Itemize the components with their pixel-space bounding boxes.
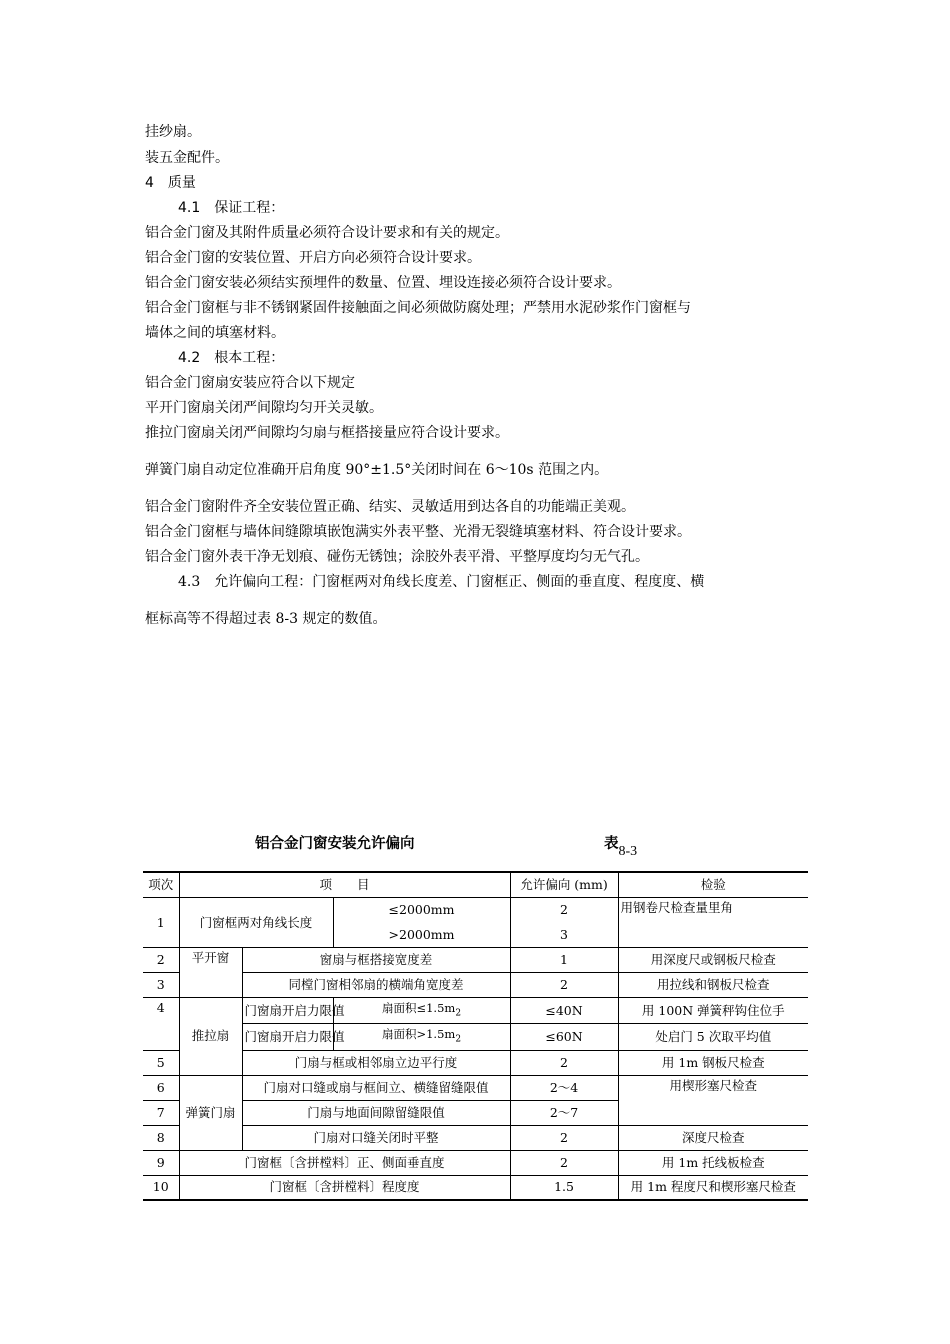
table-label-text: 表 (604, 836, 619, 852)
table-row (143, 1175, 808, 1200)
cell-sub: >2000mm (333, 923, 510, 948)
text-line: 铝合金门窗框与非不锈钢紧固件接触面之间必须做防腐处理；严禁用水泥砂浆作门窗框与 (145, 300, 691, 316)
cell-check: 深度尺检查 (618, 1125, 808, 1150)
table-caption: 铝合金门窗安装允许偏向 (255, 836, 415, 852)
subsection-heading: 4.2 根本工程： (178, 350, 285, 366)
cell-deviation: 2 (510, 1150, 618, 1175)
cell-item: 门窗框两对角线长度 (179, 898, 333, 948)
table-row (143, 1024, 808, 1050)
cell-no: 4 (143, 998, 179, 1051)
cell-check: 用拉线和钢板尺检查 (618, 973, 808, 998)
header-deviation: 允许偏向 (mm) (510, 872, 618, 898)
text-line: 弹簧门扇自动定位准确开启角度 90°±1.5°关闭时间在 6～10s 范围之内。 (145, 462, 609, 478)
cell-deviation: ≤40N (510, 998, 618, 1024)
cell-no: 5 (143, 1050, 179, 1075)
cell-item: 门扇对口缝关闭时平整 (242, 1125, 510, 1150)
cell-item: 门窗扇开启力限值 (242, 1024, 333, 1050)
cell-condition (333, 998, 510, 1024)
cell-deviation: 2 (510, 973, 618, 998)
table-header-row (143, 872, 808, 898)
cell-check: 用钢卷尺检查量里角 (618, 898, 808, 948)
text-line: 4.3 允许偏向工程：门窗框两对角线长度差、门窗框正、侧面的垂直度、程度度、横 (178, 574, 705, 590)
text-line: 铝合金门窗及其附件质量必须符合设计要求和有关的规定。 (145, 225, 509, 241)
subscript: 2 (455, 1034, 462, 1045)
text-line: 铝合金门窗安装必须结实预埋件的数量、位置、埋设连接必须符合设计要求。 (145, 275, 621, 291)
table-row (143, 1125, 808, 1150)
cell-no: 7 (143, 1100, 179, 1125)
subsection-heading: 4.1 保证工程： (178, 200, 285, 216)
deviation-table (143, 871, 808, 1201)
cell-deviation: 2 (510, 1125, 618, 1150)
cell-item: 同樘门窗相邻扇的横端角宽度差 (242, 973, 510, 998)
cell-no: 8 (143, 1125, 179, 1150)
cell-condition (333, 1024, 510, 1050)
text-line: 挂纱扇。 (145, 124, 201, 140)
cell-check: 用 100N 弹簧秤钩住位手 (618, 998, 808, 1024)
cell-item: 门窗扇开启力限值 (242, 998, 333, 1024)
condition-text: 扇面积>1.5m (381, 1027, 456, 1042)
text-line: 框标高等不得超过表 8-3 规定的数值。 (145, 611, 387, 627)
cell-deviation: 2～7 (510, 1100, 618, 1125)
text-line: 装五金配件。 (145, 150, 229, 166)
cell-group: 推拉扇 (179, 998, 242, 1076)
cell-no: 10 (143, 1175, 179, 1200)
cell-sub: ≤2000mm (333, 898, 510, 923)
cell-deviation: 2～4 (510, 1075, 618, 1100)
header-no: 项次 (143, 872, 179, 898)
cell-deviation: 2 (510, 898, 618, 923)
table-row (143, 998, 808, 1024)
subscript: 2 (455, 1008, 462, 1019)
table-row (143, 1075, 808, 1100)
cell-item: 门窗框〔含拼樘料〕正、侧面垂直度 (179, 1150, 510, 1175)
header-item: 项 目 (179, 872, 510, 898)
text-line: 平开门窗扇关闭严间隙均匀开关灵敏。 (145, 400, 383, 416)
cell-group: 平开窗 (179, 948, 242, 998)
cell-deviation: ≤60N (510, 1024, 618, 1050)
cell-item: 门扇与地面间隙留缝限值 (242, 1100, 510, 1125)
text-line: 墙体之间的填塞材料。 (145, 325, 285, 341)
text-line: 铝合金门窗的安装位置、开启方向必须符合设计要求。 (145, 250, 481, 266)
header-check: 检验 (618, 872, 808, 898)
cell-check: 用深度尺或钢板尺检查 (618, 948, 808, 973)
cell-item: 门扇与框或相邻扇立边平行度 (242, 1050, 510, 1075)
cell-no: 1 (143, 898, 179, 948)
cell-no: 6 (143, 1075, 179, 1100)
cell-deviation: 1.5 (510, 1175, 618, 1200)
cell-check: 用 1m 托线板检查 (618, 1150, 808, 1175)
cell-no: 3 (143, 973, 179, 998)
table-number: 8-3 (618, 844, 638, 859)
table-row (143, 948, 808, 973)
text-line: 铝合金门窗外表干净无划痕、碰伤无锈蚀；涂胶外表平滑、平整厚度均匀无气孔。 (145, 549, 649, 565)
table-row (143, 1050, 808, 1075)
text-line: 推拉门窗扇关闭严间隙均匀扇与框搭接量应符合设计要求。 (145, 425, 509, 441)
cell-deviation: 3 (510, 923, 618, 948)
cell-no: 9 (143, 1150, 179, 1175)
section-heading: 4 质量 (145, 175, 196, 191)
text-line: 铝合金门窗扇安装应符合以下规定 (145, 375, 355, 391)
cell-check: 用楔形塞尺检查 (618, 1075, 808, 1125)
table-row (143, 898, 808, 923)
cell-deviation: 2 (510, 1050, 618, 1075)
text-line: 铝合金门窗框与墙体间缝隙填嵌饱满实外表平整、光滑无裂缝填塞材料、符合设计要求。 (145, 524, 691, 540)
table-row (143, 973, 808, 998)
cell-item: 门窗框〔含拼樘料〕程度度 (179, 1175, 510, 1200)
cell-check: 用 1m 钢板尺检查 (618, 1050, 808, 1075)
cell-group: 弹簧门扇 (179, 1075, 242, 1150)
condition-text: 扇面积≤1.5m (381, 1001, 456, 1015)
cell-check: 处启门 5 次取平均值 (618, 1024, 808, 1050)
text-line: 铝合金门窗附件齐全安装位置正确、结实、灵敏适用到达各自的功能端正美观。 (145, 499, 635, 515)
table-row (143, 1150, 808, 1175)
cell-item: 窗扇与框搭接宽度差 (242, 948, 510, 973)
cell-deviation: 1 (510, 948, 618, 973)
cell-no: 2 (143, 948, 179, 973)
table-label (604, 832, 638, 859)
cell-item: 门扇对口缝或扇与框间立、横缝留缝限值 (242, 1075, 510, 1100)
cell-check: 用 1m 程度尺和楔形塞尺检查 (618, 1175, 808, 1200)
